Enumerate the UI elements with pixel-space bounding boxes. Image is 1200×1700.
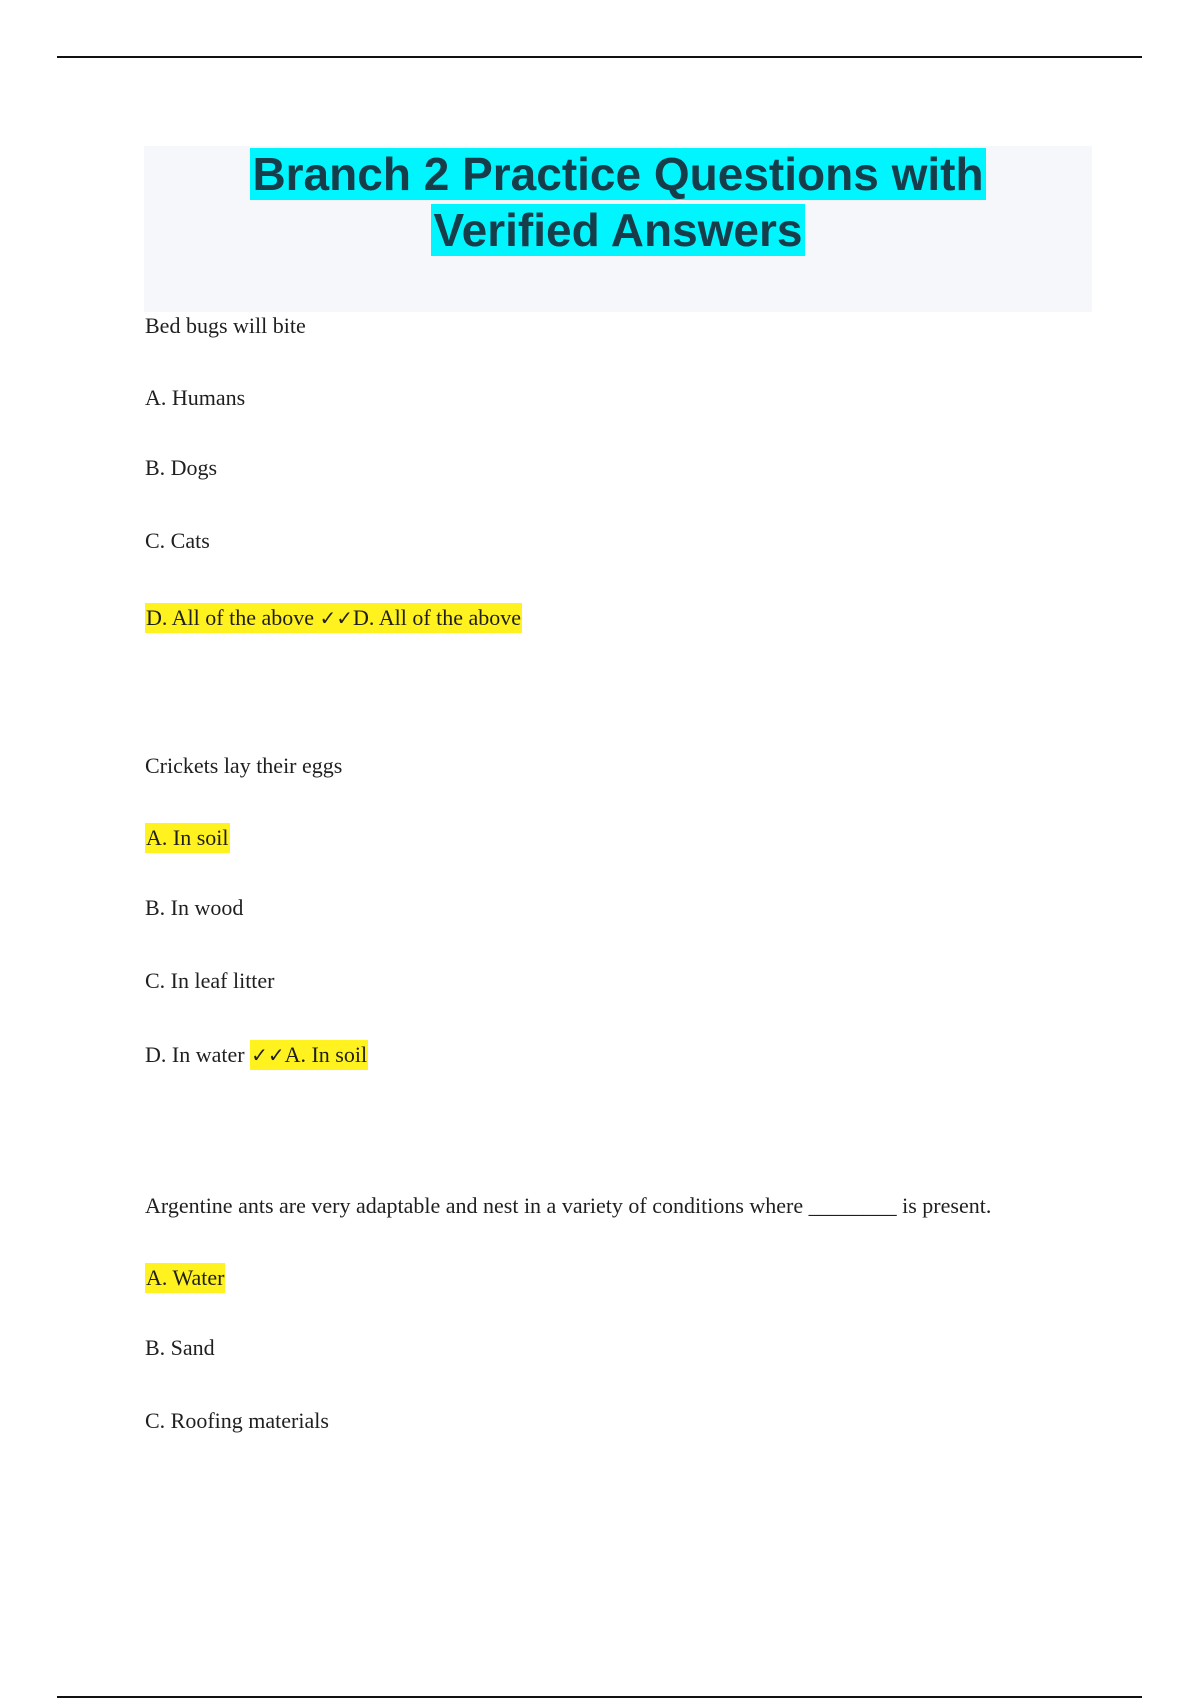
question-3-option-b: B. Sand bbox=[145, 1335, 215, 1360]
question-2-option-d: D. In water bbox=[145, 1042, 245, 1067]
double-check-icon: ✓✓ bbox=[319, 606, 354, 630]
question-2-option-b: B. In wood bbox=[145, 895, 244, 920]
question-3-prompt: Argentine ants are very adaptable and nest in a variety of conditions where ________ is present. bbox=[145, 1193, 992, 1218]
question-2-option-a-highlight: A. In soil bbox=[145, 823, 230, 853]
question-3-option-a bbox=[145, 1264, 225, 1292]
question-2-answer: A. In soil bbox=[284, 1042, 368, 1067]
question-2-prompt: Crickets lay their eggs bbox=[145, 753, 343, 778]
question-2-option-d-with-answer bbox=[145, 1041, 368, 1069]
question-1-option-b: B. Dogs bbox=[145, 455, 218, 480]
question-2-answer-highlight bbox=[250, 1040, 368, 1070]
question-3-option-c: C. Roofing materials bbox=[145, 1408, 329, 1433]
double-check-icon: ✓✓ bbox=[251, 1043, 285, 1067]
title-line-1: Branch 2 Practice Questions with bbox=[252, 148, 984, 200]
question-2-option-c: C. In leaf litter bbox=[145, 968, 275, 993]
question-1-option-d: D. All of the above bbox=[146, 605, 315, 630]
question-3-option-a-highlight: A. Water bbox=[145, 1263, 225, 1293]
question-1-prompt: Bed bugs will bite bbox=[145, 313, 306, 338]
question-1-option-c: C. Cats bbox=[145, 528, 210, 553]
title-banner bbox=[144, 146, 1092, 312]
question-1-option-d-with-answer bbox=[145, 604, 522, 632]
top-rule bbox=[57, 56, 1142, 58]
bottom-rule bbox=[57, 1696, 1142, 1698]
question-1-answer-highlight bbox=[145, 603, 522, 633]
question-1-answer: D. All of the above bbox=[353, 605, 522, 630]
question-2-option-a bbox=[145, 824, 230, 852]
question-1-option-a: A. Humans bbox=[145, 385, 246, 410]
title-line-2: Verified Answers bbox=[433, 204, 803, 256]
document-title bbox=[144, 146, 1092, 258]
